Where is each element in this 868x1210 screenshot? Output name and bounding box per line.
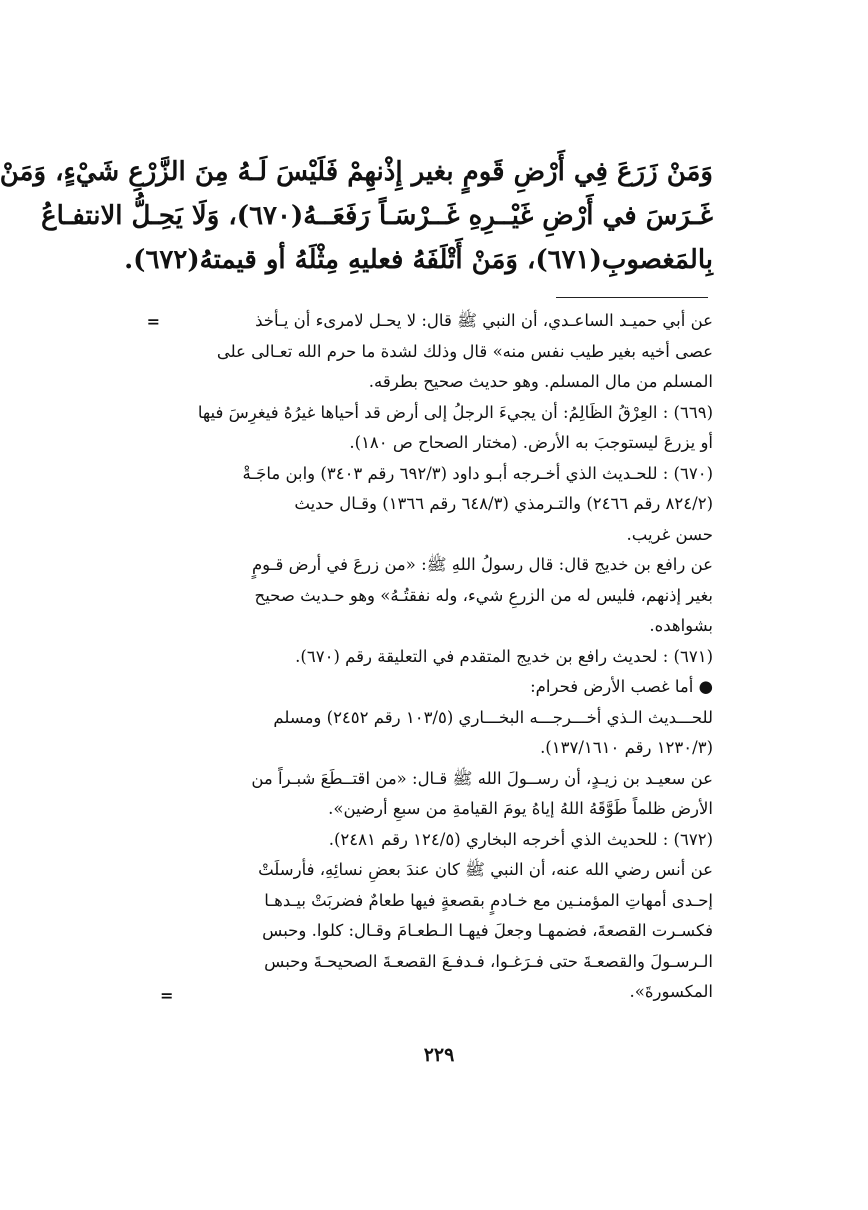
footnote-line: بشواهده. (649, 616, 713, 635)
footnote-line: المسلم من مال المسلم. وهو حديث صحيح بطرقه. (368, 372, 713, 391)
footnote-line: إحـدى أمهاتِ المؤمنـين مع خـادمٍ بقصعةٍ فيها طعامٌ فضربَتْ بيـدهـا (264, 890, 713, 910)
footnote-line: للحـــديث الـذي أخـــرجـــه البخـــاري (١٠٣/٥ رقم ٢٤٥٢) ومسلم (273, 707, 713, 727)
continuation-mark-bottom: = (160, 986, 174, 1005)
footnote-line: المكسورةَ». (629, 982, 713, 1001)
main-text-block (0, 150, 713, 282)
footnotes-block (153, 306, 713, 1008)
footnote-line: عصى أخيه بغير طيب نفس منه» قال وذلك لشدة ما حرم الله تعـالى على (216, 341, 713, 361)
footnote-line: عن سعيـد بن زيـدٍ، أن رســولَ الله ﷺ قـال: «من اقتــطَعَ شبـراً من (251, 768, 713, 788)
footnote-line: عن أبي حميـد الساعـدي، أن النبي ﷺ قال: لا يحـل لامرىء أن يـأخذ (255, 311, 713, 330)
footnote-670: (٦٧٠) : للحـديث الذي أخـرجه أبـو داود (٦٩٢/٣ رقم ٣٤٠٣) وابن ماجَـةْ (242, 463, 713, 483)
main-text-line: وَمَنْ زَرَعَ فِي أَرْضِ قَومٍ بغير إِذْنهِمْ فَلَيْسَ لَـهُ مِنَ الزَّرْعِ شَيْءٍ، وَمَنْ (0, 157, 713, 187)
footnote-line: الـرسـولَ والقصعـةَ حتى فـرَغـوا، فـدفـعَ القصعـةَ الصحيحـةَ وحبس (264, 951, 713, 971)
footnote-line: الأرض ظلماً طَوَّقَهُ اللهُ إياهُ يومَ القيامةِ من سبعِ أرضين». (328, 799, 713, 818)
main-text-line: بِالمَغصوبِ(٦٧١)، وَمَنْ أَتْلَفَهُ فعليهِ مِثْلَهُ أو قيمتهُ(٦٧٢). (124, 245, 713, 275)
footnote-672: (٦٧٢) : للحديث الذي أخرجه البخاري (١٢٤/٥ رقم ٢٤٨١). (328, 829, 713, 849)
main-text-line: غَـرَسَ في أَرْضِ غَيْــرِهِ غَــرْسَـاً رَفَعَــهُ(٦٧٠)، وَلَا يَحِـلُّ الانتفـاعُ (41, 201, 713, 231)
continuation-mark-top: = (146, 312, 160, 331)
footnote-line: ● أما غصب الأرض فحرام: (530, 677, 713, 696)
footnote-line: (٨٢٤/٢ رقم ٢٤٦٦) والتـرمذي (٦٤٨/٣ رقم ١٣٦٦) وقـال حديث (294, 494, 713, 513)
page-number: ٢٢٩ (423, 1044, 455, 1066)
footnote-line: (١٢٣٠/٣ رقم ١٣٧/١٦١٠). (540, 738, 713, 757)
footnote-669: (٦٦٩) : العِرْقُ الظَالِمُ: أن يجيءَ الرجلُ إلى أرض قد أحياها غيرُهُ فيغرِسَ فيها (197, 402, 713, 422)
footnote-line: أو يزرعَ ليستوجبَ به الأرض. (مختار الصحاح ص ١٨٠). (349, 433, 713, 452)
footnote-671: (٦٧١) : لحديث رافع بن خديج المتقدم في التعليقة رقم (٦٧٠). (295, 646, 713, 666)
footnote-line: فكسـرت القصعةَ، فضمهـا وجعلَ فيهـا الـطعـامَ وقـال: كلوا. وحبس (262, 921, 713, 940)
footnote-line: عن أنس رضي الله عنه، أن النبي ﷺ كان عندَ بعضِ نسائِهِ، فأرسلَتْ (258, 860, 713, 879)
footnote-line: عن رافع بن خديج قال: قال رسولُ اللهِ ﷺ: «من زرعَ في أرض قـومٍ (251, 555, 713, 574)
footnote-separator (556, 297, 708, 298)
footnote-line: حسن غريب. (626, 524, 713, 544)
footnote-line: بغير إذنهم، فليس له من الزرعِ شيء، وله نفقتُـهُ» وهو حـديث صحيح (254, 585, 713, 605)
